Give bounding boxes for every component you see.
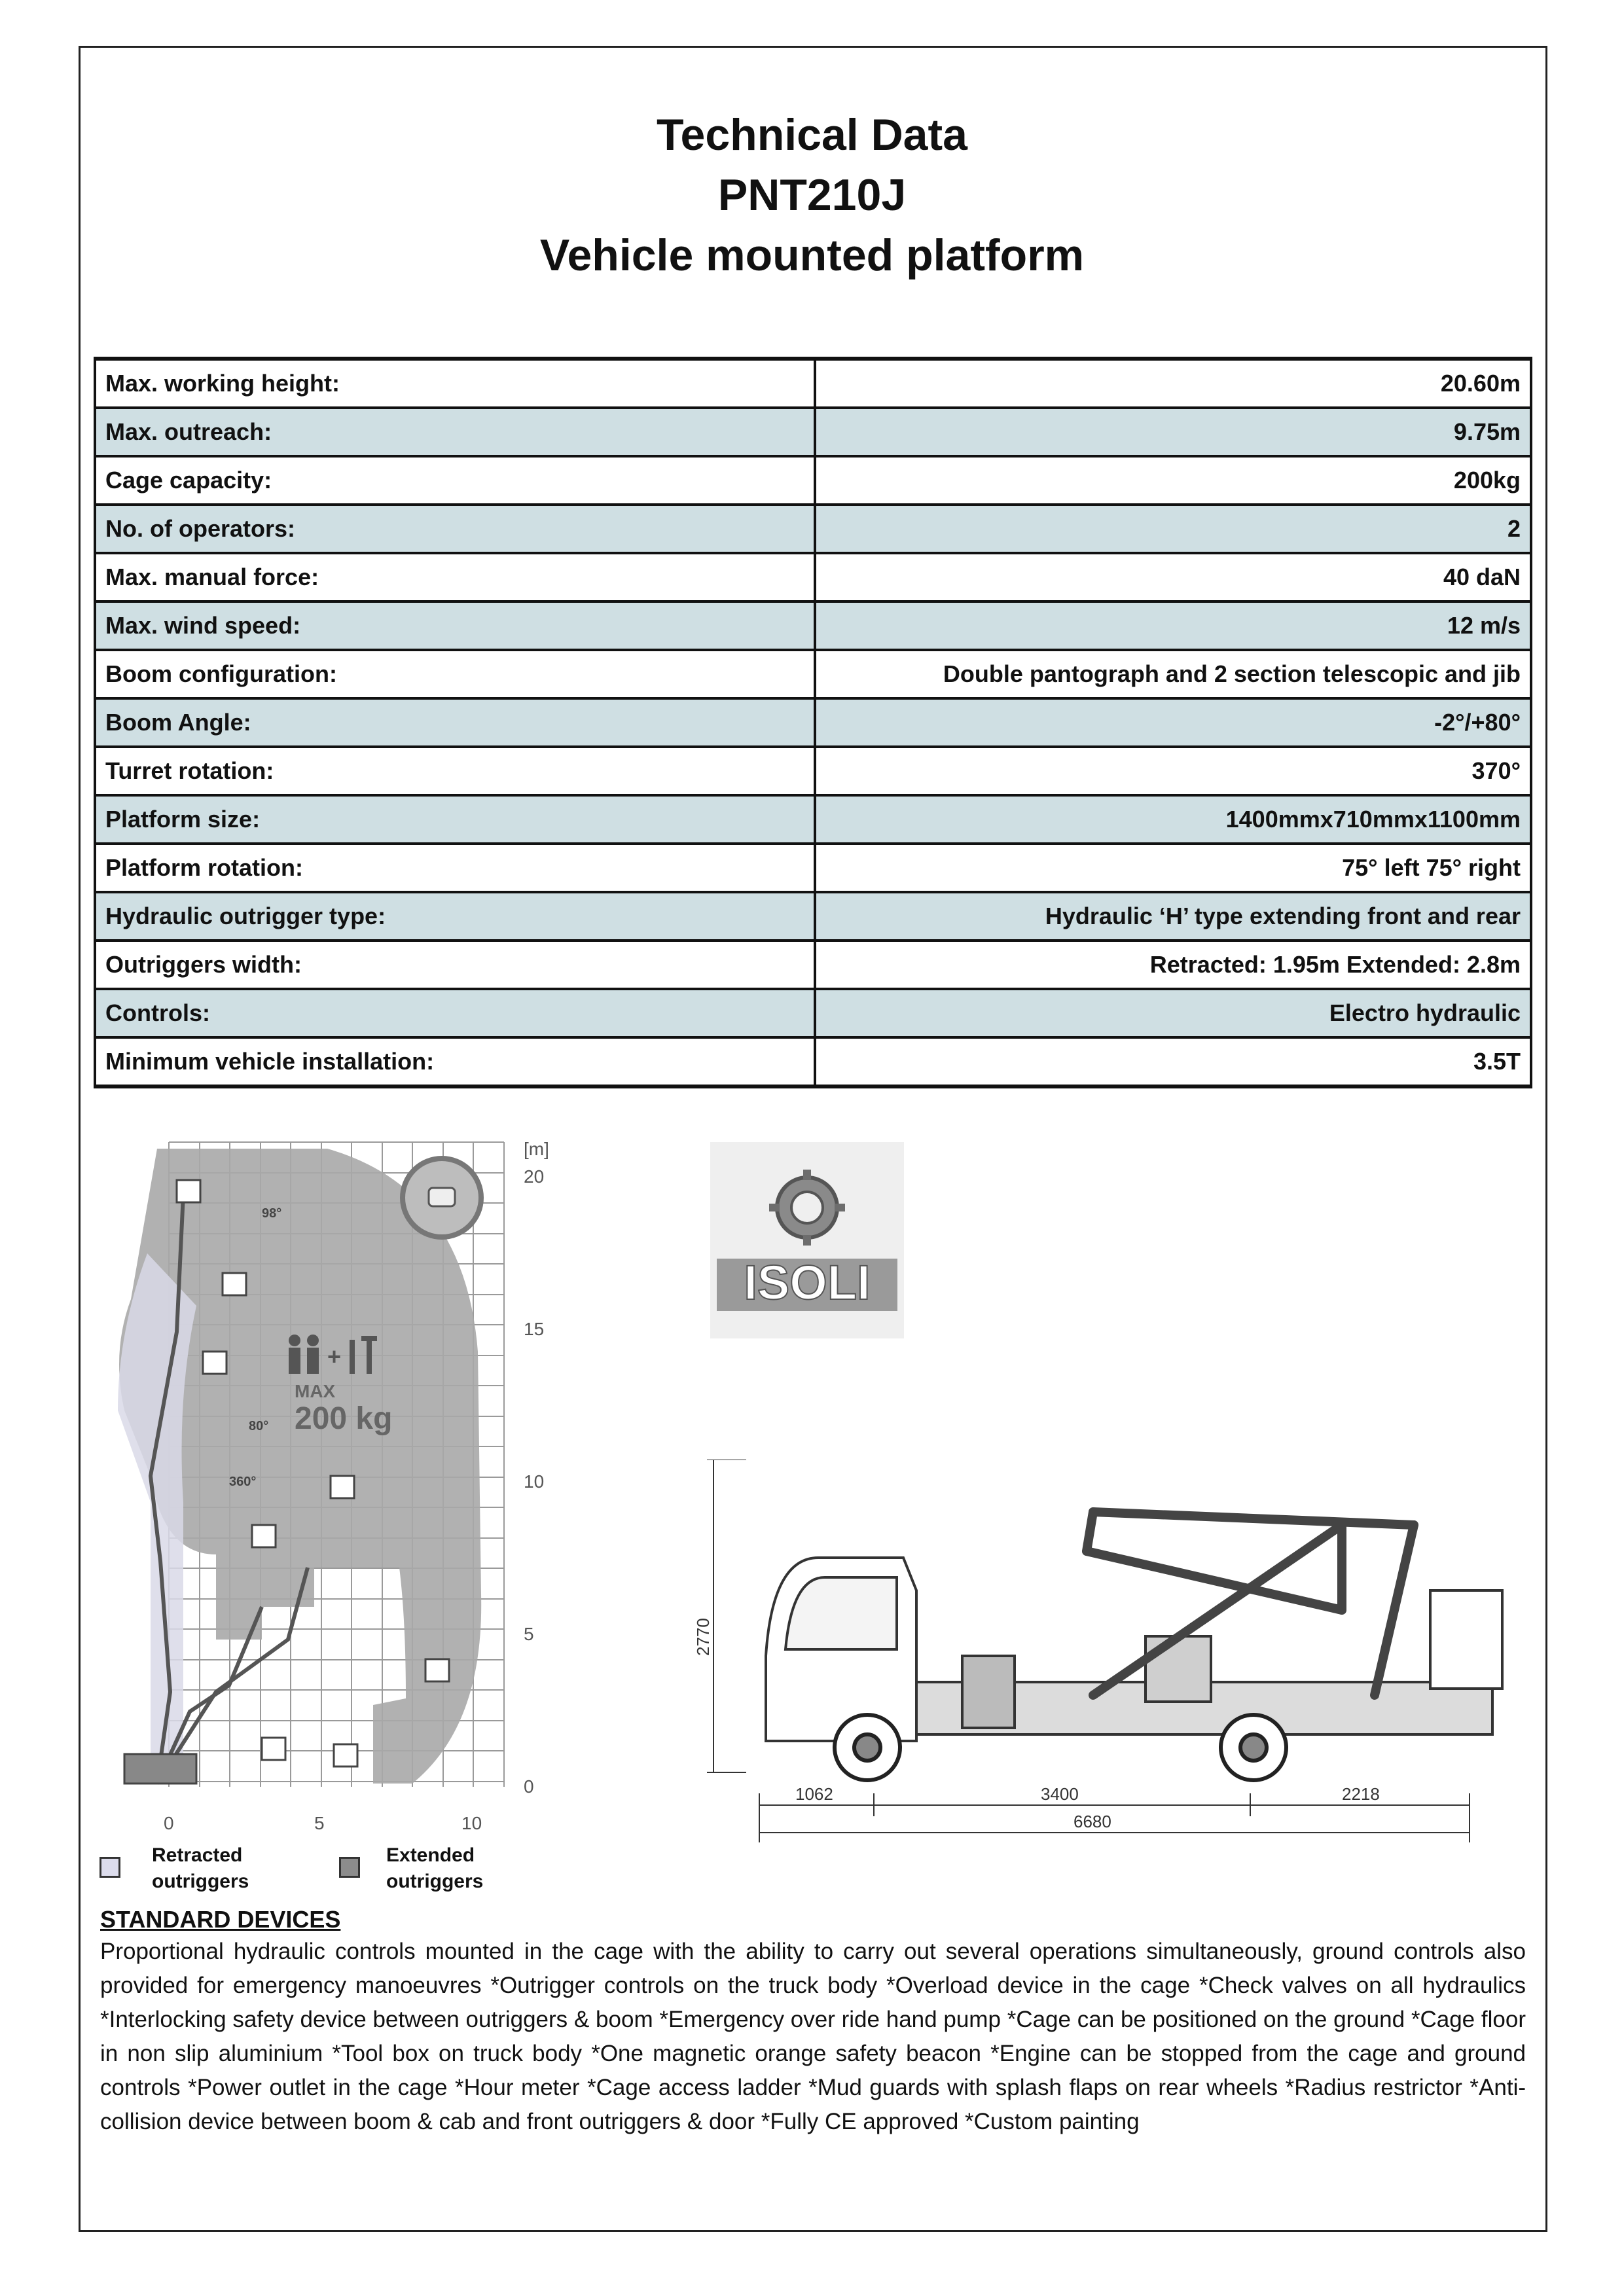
retracted-legend-swatch bbox=[99, 1857, 120, 1878]
spec-label: Controls: bbox=[95, 989, 815, 1037]
retracted-legend-label bbox=[152, 1842, 249, 1895]
spec-row bbox=[95, 795, 1531, 844]
spec-label: Turret rotation: bbox=[95, 747, 815, 795]
spec-label: Max. working height: bbox=[95, 359, 815, 408]
dim-rear-overhang: 2218 bbox=[1342, 1784, 1380, 1804]
spec-row bbox=[95, 892, 1531, 941]
jib-angle-label: 98° bbox=[262, 1206, 282, 1221]
spec-label: Boom configuration: bbox=[95, 650, 815, 698]
spec-value: 9.75m bbox=[815, 408, 1531, 456]
spec-row bbox=[95, 553, 1531, 601]
page-subtitle: Vehicle mounted platform bbox=[539, 230, 1085, 280]
height-dimension-label: 2770 bbox=[693, 1618, 713, 1656]
spec-value: 200kg bbox=[815, 456, 1531, 505]
spec-label: Cage capacity: bbox=[95, 456, 815, 505]
spec-label: Platform size: bbox=[95, 795, 815, 844]
spec-value: 75° left 75° right bbox=[815, 844, 1531, 892]
x-tick-5: 5 bbox=[314, 1813, 325, 1833]
extended-legend-line-2: outriggers bbox=[386, 1871, 484, 1892]
spec-label: Outriggers width: bbox=[95, 941, 815, 989]
y-tick-5: 5 bbox=[524, 1624, 534, 1644]
turret-angle-label: 360° bbox=[229, 1475, 257, 1489]
spec-value: 1400mmx710mmx1100mm bbox=[815, 795, 1531, 844]
spec-label: Minimum vehicle installation: bbox=[95, 1037, 815, 1086]
pantograph-boom bbox=[1087, 1512, 1414, 1695]
extended-legend-label bbox=[386, 1842, 483, 1895]
isoli-logo bbox=[710, 1142, 904, 1338]
spec-table bbox=[94, 357, 1532, 1088]
unit-label: [m] bbox=[524, 1139, 549, 1159]
spec-value: 40 daN bbox=[815, 553, 1531, 601]
spec-value: 3.5T bbox=[815, 1037, 1531, 1086]
spec-row bbox=[95, 456, 1531, 505]
spec-row bbox=[95, 989, 1531, 1037]
extended-legend-swatch bbox=[339, 1857, 360, 1878]
spec-value: Electro hydraulic bbox=[815, 989, 1531, 1037]
spec-row bbox=[95, 408, 1531, 456]
spec-row bbox=[95, 1037, 1531, 1086]
truck-icon bbox=[124, 1754, 196, 1784]
max-load-label: 200 kg bbox=[295, 1401, 393, 1436]
height-dimension bbox=[707, 1460, 746, 1772]
dim-wheelbase: 3400 bbox=[1041, 1784, 1079, 1804]
logo-text: ISOLI bbox=[744, 1255, 871, 1310]
boom-angle-label: 80° bbox=[249, 1419, 269, 1433]
spec-value: 20.60m bbox=[815, 359, 1531, 408]
spec-value: 2 bbox=[815, 505, 1531, 553]
extended-legend-line-1: Extended bbox=[386, 1844, 475, 1866]
spec-row bbox=[95, 698, 1531, 747]
spec-row bbox=[95, 505, 1531, 553]
spec-label: Max. wind speed: bbox=[95, 601, 815, 650]
y-tick-10: 10 bbox=[524, 1471, 545, 1492]
spec-value: Retracted: 1.95m Extended: 2.8m bbox=[815, 941, 1531, 989]
truck-side-drawing bbox=[687, 1460, 1551, 1878]
dim-front-overhang: 1062 bbox=[795, 1784, 833, 1804]
y-tick-0: 0 bbox=[524, 1776, 534, 1797]
spec-label: Max. manual force: bbox=[95, 553, 815, 601]
spec-value: 12 m/s bbox=[815, 601, 1531, 650]
spec-value: Hydraulic ‘H’ type extending front and rear bbox=[815, 892, 1531, 941]
model-name: PNT210J bbox=[717, 170, 907, 220]
standard-devices-heading: STANDARD DEVICES bbox=[100, 1906, 341, 1933]
retracted-legend-line-2: outriggers bbox=[152, 1871, 249, 1892]
x-tick-10: 10 bbox=[461, 1813, 482, 1833]
work-cage bbox=[1430, 1590, 1502, 1689]
spec-row bbox=[95, 747, 1531, 795]
spec-row bbox=[95, 359, 1531, 408]
spec-row bbox=[95, 601, 1531, 650]
spec-row bbox=[95, 844, 1531, 892]
spec-label: Boom Angle: bbox=[95, 698, 815, 747]
spec-value: -2°/+80° bbox=[815, 698, 1531, 747]
spec-value: Double pantograph and 2 section telescopic and jib bbox=[815, 650, 1531, 698]
spec-label: No. of operators: bbox=[95, 505, 815, 553]
svg-text:+: + bbox=[327, 1343, 342, 1370]
spec-label: Hydraulic outrigger type: bbox=[95, 892, 815, 941]
dim-total-length: 6680 bbox=[1074, 1812, 1111, 1831]
working-range-diagram bbox=[98, 1136, 589, 1836]
spec-label: Platform rotation: bbox=[95, 844, 815, 892]
page-title: Technical Data bbox=[657, 110, 967, 160]
max-label: MAX bbox=[295, 1381, 336, 1401]
spec-row bbox=[95, 650, 1531, 698]
y-tick-20: 20 bbox=[524, 1166, 545, 1187]
y-tick-15: 15 bbox=[524, 1319, 545, 1339]
spec-value: 370° bbox=[815, 747, 1531, 795]
spec-label: Max. outreach: bbox=[95, 408, 815, 456]
retracted-legend-line-1: Retracted bbox=[152, 1844, 243, 1866]
x-tick-0: 0 bbox=[164, 1813, 174, 1833]
standard-devices-text: Proportional hydraulic controls mounted in the cage with the ability to carry out several operations simultaneously, ground controls also provided for emergency manoeuvres *Outrigger controls on the truck body *Overload device in the cage *Check valves on all hydraulics *Interlocking safety device between outriggers & boom *Emergency over ride hand pump *Cage can be positioned on the ground *Cage floor in non slip aluminium *Tool box on truck body *One magnetic orange safety beacon *Engine can be stopped from the cage and ground controls *Power outlet in the cage *Hour meter *Cage access ladder *Mud guards with splash flaps on rear wheels *Radius restrictor *Anti-collision device between boom & cab and front outriggers & door *Fully CE approved *Custom painting bbox=[100, 1939, 1526, 2134]
spec-row bbox=[95, 941, 1531, 989]
